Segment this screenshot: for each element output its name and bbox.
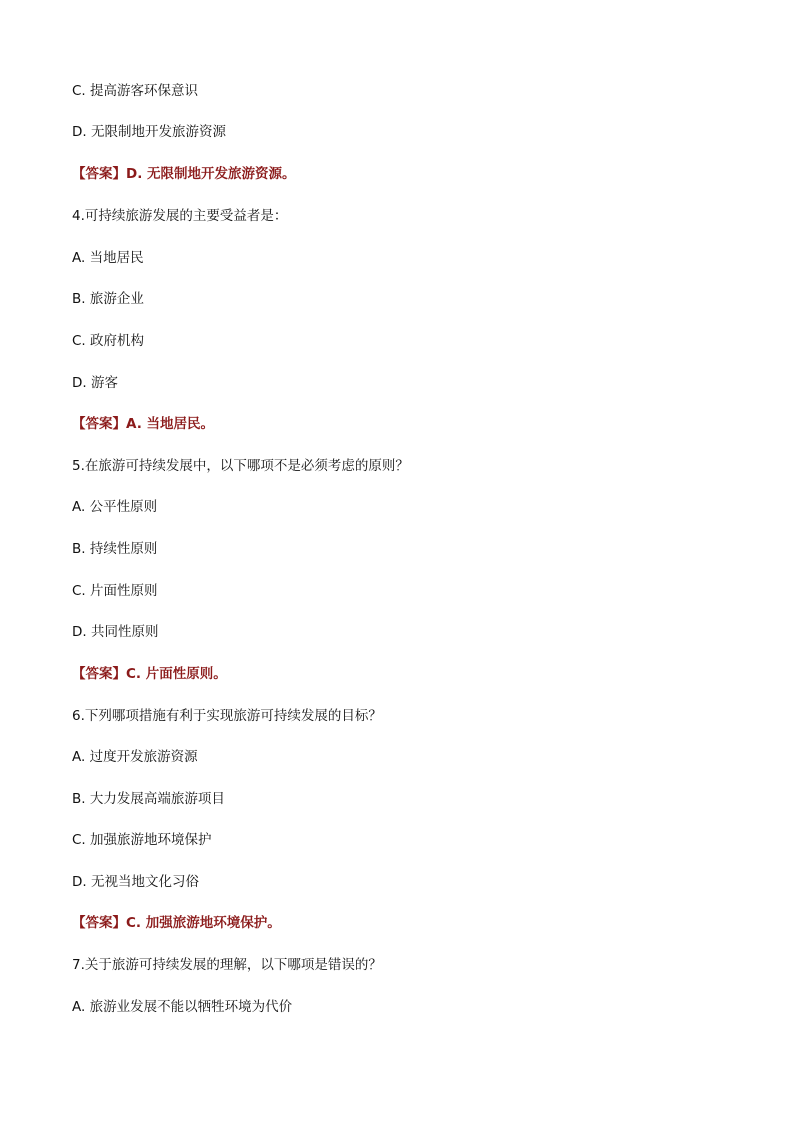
question-4: 4.可持续旅游发展的主要受益者是： xyxy=(72,208,288,224)
option-6b: B. 大力发展高端旅游项目 xyxy=(72,791,225,807)
option-4d: D. 游客 xyxy=(72,375,118,391)
question-6: 6.下列哪项措施有利于实现旅游可持续发展的目标？ xyxy=(72,708,382,724)
option-5b: B. 持续性原则 xyxy=(72,541,158,557)
option-4c: C. 政府机构 xyxy=(72,333,145,349)
question-7: 7.关于旅游可持续发展的理解，以下哪项是错误的？ xyxy=(72,957,382,973)
answer-6: 【答案】C. 加强旅游地环境保护。 xyxy=(72,915,281,931)
option-5a: A. 公平性原则 xyxy=(72,499,158,515)
option-4a: A. 当地居民 xyxy=(72,250,144,266)
option-4b: B. 旅游企业 xyxy=(72,291,144,307)
option-6d: D. 无视当地文化习俗 xyxy=(72,874,199,890)
option-3c: C. 提高游客环保意识 xyxy=(72,83,199,99)
option-5d: D. 共同性原则 xyxy=(72,624,159,640)
option-5c: C. 片面性原则 xyxy=(72,583,158,599)
option-6a: A. 过度开发旅游资源 xyxy=(72,749,198,765)
answer-3: 【答案】D. 无限制地开发旅游资源。 xyxy=(72,166,296,182)
option-3d: D. 无限制地开发旅游资源 xyxy=(72,124,226,140)
answer-4: 【答案】A. 当地居民。 xyxy=(72,416,215,432)
option-6c: C. 加强旅游地环境保护 xyxy=(72,832,212,848)
question-5: 5.在旅游可持续发展中，以下哪项不是必须考虑的原则？ xyxy=(72,458,409,474)
answer-5: 【答案】C. 片面性原则。 xyxy=(72,666,227,682)
option-7a: A. 旅游业发展不能以牺牲环境为代价 xyxy=(72,999,293,1015)
